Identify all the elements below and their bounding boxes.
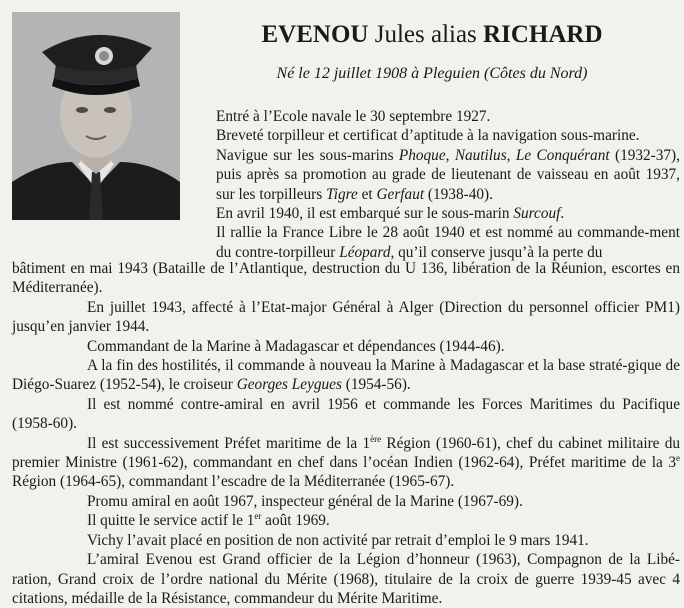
bio-paragraph-8: A la fin des hostilités, il commande à nouveau la Marine à Madagascar et la base straté-gique de Diégo-Suarez (1952-54), le croiseur Georges Leygues (1954-56).	[12, 357, 680, 394]
page-title	[186, 20, 678, 50]
bio-paragraph-4: En avril 1940, il est embarqué sur le sous-marin Surcouf.	[216, 205, 565, 223]
surname: EVENOU	[261, 21, 369, 48]
bio-paragraph-11: Promu amiral en août 1967, inspecteur général de la Marine (1967-69).	[87, 492, 523, 510]
given-name: Jules alias	[374, 21, 477, 48]
birth-line: Né le 12 juillet 1908 à Pleguien (Côtes du Nord)	[276, 65, 588, 82]
bio-top-column	[216, 107, 680, 262]
bio-paragraph-13: Vichy l’avait placé en position de non activité par retrait d’emploi le 9 mars 1941.	[87, 531, 589, 549]
bio-paragraph-2: Breveté torpilleur et certificat d’aptitude à la navigation sous-marine.	[216, 127, 640, 145]
bio-paragraph-5-continued: bâtiment en mai 1943 (Bataille de l’Atlantique, destruction du U 136, libération de la Réunion, escortes en Méditerranée).	[12, 260, 680, 297]
alias-name: RICHARD	[483, 21, 603, 48]
bio-paragraph-1: Entré à l’Ecole navale le 30 septembre 1927.	[216, 108, 491, 125]
bio-paragraph-10: Il est successivement Préfet maritime de la 1ère Région (1960-61), chef du cabinet militaire du premier Ministre (1961-62), commandant en chef dans l’océan Indien (1962-64), Préfet maritime de la 3e Région (1964-65), commandant l’escadre de la Méditerranée (1965-67).	[12, 433, 680, 491]
bio-paragraph-3: Navigue sur les sous-marins Phoque, Nautilus, Le Conquérant (1932-37), puis après sa promotion au grade de lieutenant de vaisseau en août 1937, sur les torpilleurs Tigre et Gerfaut (1938-40).	[216, 146, 680, 203]
bio-paragraph-7: Commandant de la Marine à Madagascar et dépendances (1944-46).	[87, 337, 505, 355]
bio-paragraph-12: Il quitte le service actif le 1er août 1969.	[87, 511, 330, 530]
bio-paragraph-9: Il est nommé contre-amiral en avril 1956 et commande les Forces Maritimes du Pacifique (1958-60).	[12, 395, 680, 433]
bio-paragraph-5: Il rallie la France Libre le 28 août 1940 et est nommé au commande-ment du contre-torpilleur Léopard, qu’il conserve jusqu’à la perte du	[216, 224, 680, 261]
portrait-photo	[12, 12, 180, 220]
bio-full-width-column	[12, 259, 680, 608]
bio-paragraph-6: En juillet 1943, affecté à l’Etat-major Général à Alger (Direction du personnel officier PM1) jusqu’en janvier 1944.	[12, 298, 680, 336]
bio-paragraph-14: L’amiral Evenou est Grand officier de la Légion d’honneur (1963), Compagnon de la Libé-ration, Grand croix de l’ordre national du Mérite (1968), titulaire de la croix de guerre 1939-45 avec 4 citations, médaille de la Résistance, commandeur du Mérite Maritime.	[12, 551, 680, 607]
portrait-naval-officer-icon	[12, 12, 180, 220]
